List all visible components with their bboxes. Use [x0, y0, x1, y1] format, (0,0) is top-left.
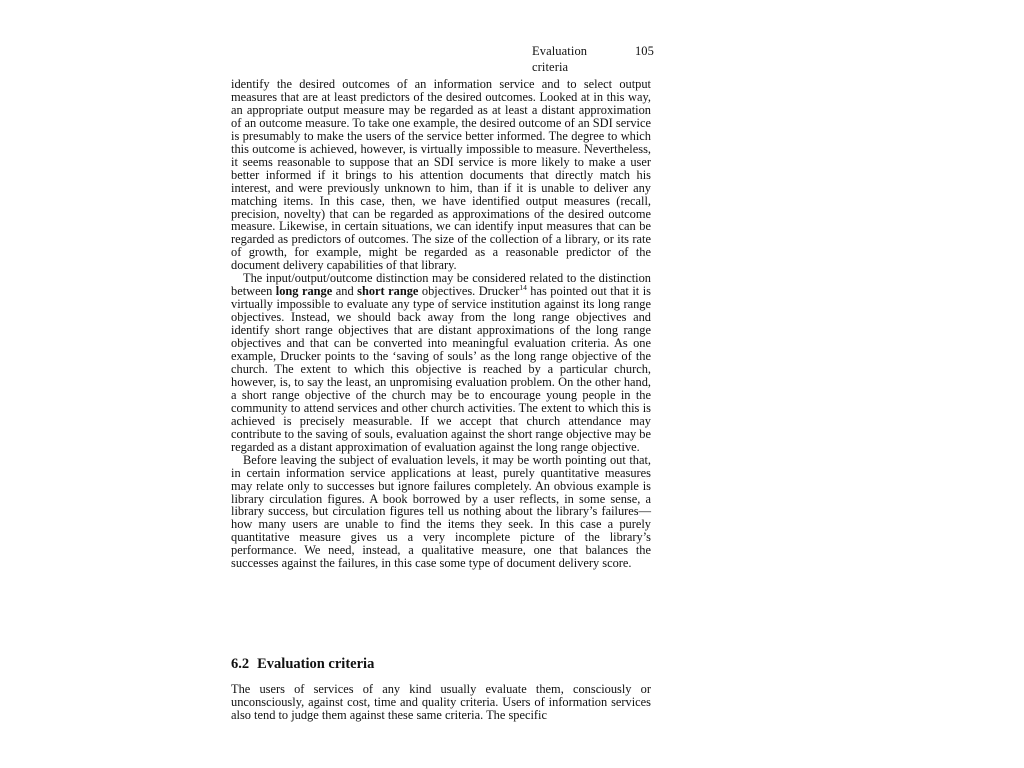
text-run: and: [332, 284, 358, 299]
text-run: The input/output/outcome distinction may be considered related to the distinction between: [231, 271, 651, 299]
text-run: objectives. Drucker: [418, 284, 520, 299]
paragraph: [231, 272, 651, 453]
section-title: Evaluation criteria: [257, 656, 375, 672]
section-heading: [231, 655, 651, 673]
body-text: [231, 78, 651, 570]
section-body-text: [231, 683, 651, 722]
text-run: identify the desired outcomes of an information service and to select output measures that are at least predictors of the desired outcomes. Looked at in this way, an appropriate output measure may be regarded as at least a distant approximation of an outcome measure. To take one example, the desired outcome of an SDI service is presumably to make the users of the service better informed. The degree to which this outcome is achieved, however, is virtually impossible to measure. Nevertheless, it seems reasonable to suppose that an SDI service is more likely to make a user better informed if it brings to his attention documents that directly match his interest, and were previously unknown to him, than if it is unable to deliver any matching items. In this case, then, we have identified output measures (recall, precision, novelty) that can be regarded as approximations of the desired outcome measure. Likewise, in certain situations, we can identify input measures that can be regarded as predictors of outcomes. The size of the collection of a library, or its rate of growth, for example, might be regarded as a reasonable predictor of the document delivery capabilities of that library.: [231, 77, 651, 273]
page-number: 105: [634, 44, 654, 58]
text-run: Before leaving the subject of evaluation levels, it may be worth pointing out that, in certain information service applications at least, purely quantitative measures may relate only to successes but ignore failures completely. An obvious example is library circulation figures. A book borrowed by a user reflects, in some sense, a library success, but circulation figures tell us nothing about the library’s failures—how many users are unable to find the items they seek. In this case a purely quantitative measure gives us a very incomplete picture of the library’s performance. We need, instead, a qualitative measure, one that balances the successes against the failures, in this case some type of document delivery score.: [231, 452, 651, 571]
bold-term: long range: [275, 284, 333, 299]
bold-term: short range: [357, 284, 419, 299]
running-head: [532, 43, 654, 75]
running-head-title: Evaluation criteria: [532, 44, 588, 74]
reference-superscript: 14: [519, 283, 527, 293]
paragraph: [231, 78, 651, 272]
text-run: has pointed out that it is virtually impossible to evaluate any type of service institution against its long range objectives. Instead, we should back away from the long range objectives and identify short range objectives that are distant approximations of the long range objectives and that can be converted into meaningful evaluation criteria. As one example, Drucker points to the ‘saving of souls’ as the long range objective of the church. The extent to which this objective is reached by a particular church, however, is, to say the least, an unpromising evaluation problem. On the other hand, a short range objective of the church may be to encourage young people in the community to attend services and other church activities. The extent to which this is achieved is precisely measurable. If we accept that church attendance may contribute to the saving of souls, evaluation against the short range objective may be regarded as a distant approximation of evaluation against the long range objective.: [231, 284, 651, 454]
section-number: 6.2: [231, 656, 250, 672]
paragraph: The users of services of any kind usually evaluate them, consciously or unconsciously, against cost, time and quality criteria. Users of information services also tend to judge them against these same criteria. The specific: [231, 682, 651, 722]
paragraph: [231, 454, 651, 571]
